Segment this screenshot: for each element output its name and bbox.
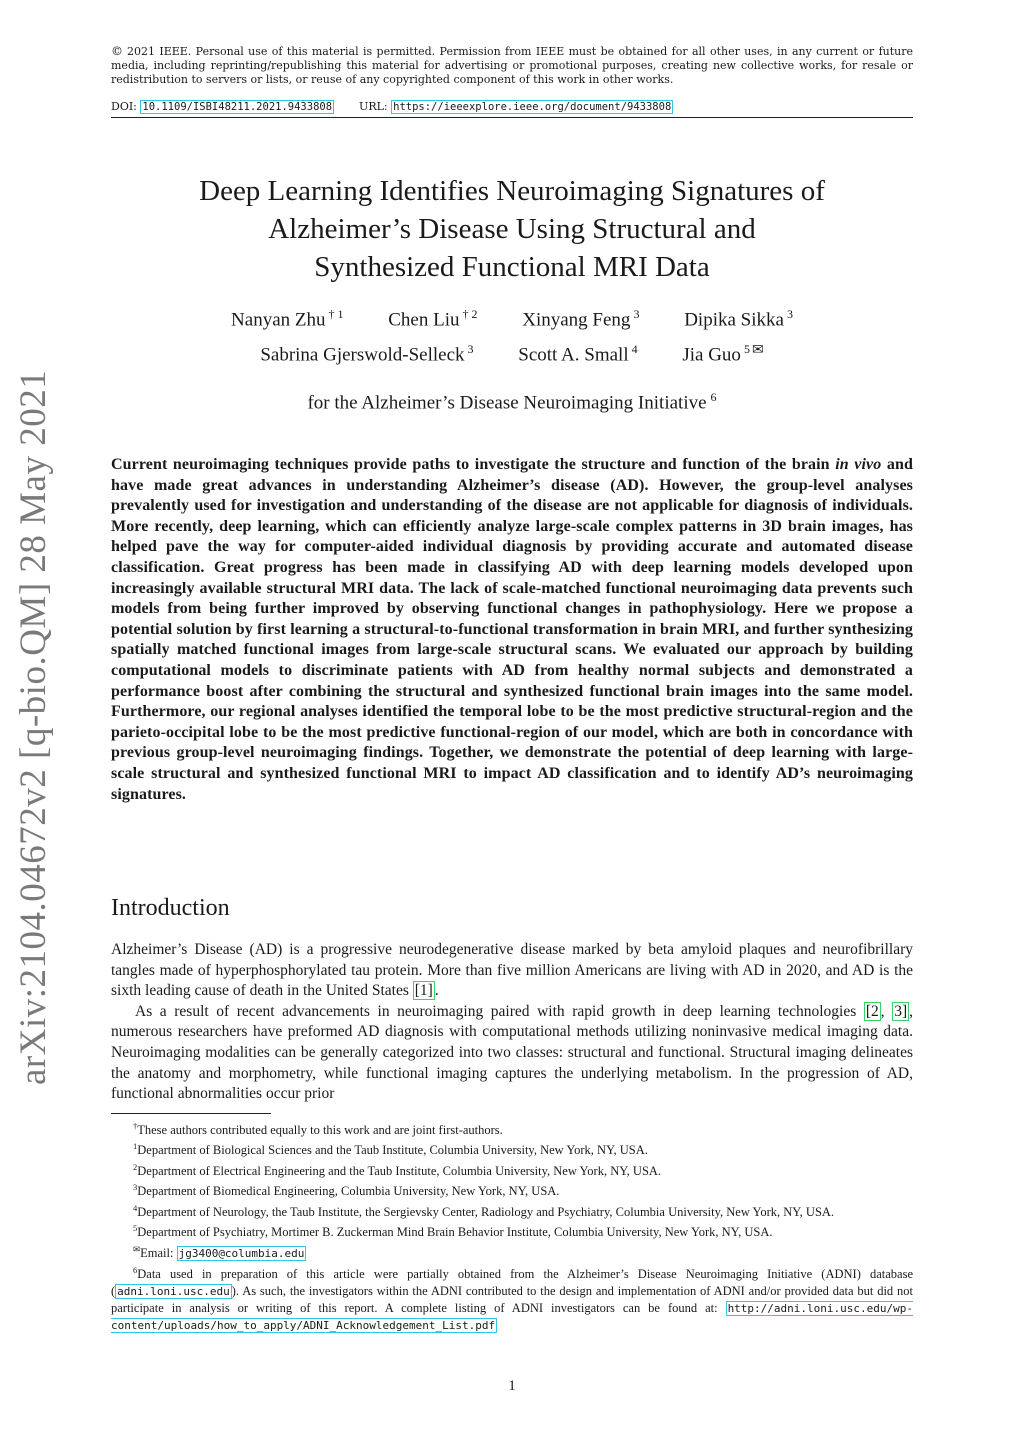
citation-link[interactable]: [2 <box>865 1002 879 1020</box>
introduction-body <box>111 940 913 1105</box>
citation-link[interactable]: 3] <box>894 1002 908 1020</box>
authors-row-2 <box>111 342 913 366</box>
ieee-url-link[interactable]: https://ieeexplore.ieee.org/document/9433808 <box>393 101 672 113</box>
footnote: $^1$Department of Biological Sciences and the Taub Institute, Columbia University, New York, NY, USA. <box>133 1141 648 1158</box>
doi-label: DOI: <box>111 100 137 113</box>
footnote: $^3$Department of Biomedical Engineering, Columbia University, New York, NY, USA. <box>133 1182 560 1199</box>
envelope-icon: ✉ <box>751 343 764 359</box>
author: Nanyan Zhu $^{\dagger 1}$ <box>231 307 344 331</box>
footnote: ✉Email: jg3400@columbia.edu <box>133 1243 305 1260</box>
footnote: $^6$Data used in preparation of this article were partially obtained from the Alzheimer’s Disease Neuroimaging Initiative (ADNI) database ( adni.loni.usc.edu ). As such, the investigators within the ADNI contributed to the design and implementation of ADNI and/or provided data but did not participate in analysis or writing of this report. A complete listing of ADNI investigators can be found at: http://adni.loni.usc.edu/wp-content/uploads/how_to_apply/ADNI_Acknowledgement_List.pdf <box>111 1265 913 1333</box>
email-link[interactable]: jg3400@columbia.edu <box>178 1246 305 1260</box>
author: Sabrina Gjerswold-Selleck $^3$ <box>260 342 474 366</box>
copyright-text: 2021 IEEE. Personal use of this material is permitted. Permission from IEEE must be obtained for all other uses, in any current or future media, including reprinting/republishing this material for advertising or promotional purposes, creating new collective works, for resale or redistribution to servers or lists, or reuse of any copyrighted component of this work in other works. <box>111 45 913 86</box>
section-heading-introduction: Introduction <box>111 895 230 921</box>
url-label: URL: <box>359 100 388 113</box>
footnote-rule <box>111 1113 271 1114</box>
paragraph: As a result of recent advancements in neuroimaging paired with rapid growth in deep learning technologies [2 , 3] , numerous researchers have preformed AD diagnosis with computational methods utilizing noninvasive medical imaging data. Neuroimaging modalities can be generally categorized into two classes: structural and functional. Structural imaging delineates the anatomy and morphometry, while functional imaging captures the underlying metabolism. In the progression of AD, functional abnormalities occur prior <box>111 1002 914 1103</box>
paragraph: Alzheimer’s Disease (AD) is a progressive neurodegenerative disease marked by beta amyloid plaques and neurofibrillary tangles made of hyperphosphorylated tau protein. More than five million Americans are living with AD in 2020, and AD is the sixth leading cause of death in the United States [1] . <box>111 941 913 1000</box>
title-line-3: Synthesized Functional MRI Data <box>314 251 710 283</box>
footnote: $^5$Department of Psychiatry, Mortimer B. Zuckerman Mind Brain Behavior Institute, Columbia University, New York, NY, USA. <box>133 1223 773 1240</box>
author: Dipika Sikka $^3$ <box>684 307 793 331</box>
title-line-2: Alzheimer’s Disease Using Structural and <box>268 213 756 245</box>
author: Chen Liu $^{\dagger 2}$ <box>388 307 478 331</box>
initiative-line <box>111 390 913 414</box>
paper-title <box>111 172 913 286</box>
copyright-symbol: © <box>111 44 123 58</box>
title-line-1: Deep Learning Identifies Neuroimaging Signatures of <box>199 175 825 207</box>
footnote: $^2$Department of Electrical Engineering and the Taub Institute, Columbia University, New York, NY, USA. <box>133 1161 662 1179</box>
doi-link[interactable]: 10.1109/ISBI48211.2021.9433808 <box>142 101 333 113</box>
author: Xinyang Feng $^3$ <box>522 307 640 331</box>
abstract-italic: in vivo <box>835 456 882 473</box>
initiative-mark: 6 <box>710 390 717 404</box>
authors-row-1 <box>111 307 913 331</box>
adni-acknowledgement-link[interactable]: http://adni.loni.usc.edu/wp-content/uploads/how_to_apply/ADNI_Acknowledgement_List.pdf <box>111 1301 913 1333</box>
initiative-text: for the Alzheimer’s Disease Neuroimaging Initiative <box>307 392 707 414</box>
footnote: $^4$Department of Neurology, the Taub Institute, the Sergievsky Center, Radiology and Psychiatry, Columbia University, New York, NY, USA. <box>133 1202 835 1219</box>
envelope-icon: ✉ <box>133 1243 141 1254</box>
arxiv-stamp: arXiv:2104.04672v2 [q-bio.QM] 28 May 2021 <box>13 369 54 1085</box>
abstract: Current neuroimaging techniques provide paths to investigate the structure and function of the brain in vivo and have made great advances in understanding Alzheimer’s disease (AD). However, the group-level analyses prevalently used for investigation and understanding of the disease are not applicable for diagnosis of individuals. More recently, deep learning, which can efficiently analyze large-scale complex patterns in 3D brain images, has helped pave the way for computer-aided individual diagnosis by providing accurate and automated disease classification. Great progress has been made in classifying AD with deep learning models developed upon increasingly available structural MRI data. The lack of scale-matched functional neuroimaging data prevents such models from being further improved by observing functional changes in pathophysiology. Here we propose a potential solution by first learning a structural-to-functional transformation in brain MRI, and further synthesizing spatially matched functional images from large-scale structural scans. We evaluated our approach by building computational models to discriminate patients with AD from healthy normal subjects and demonstrated a performance boost after combining the structural and synthesized functional brain images into the same model. Furthermore, our regional analyses identified the temporal lobe to be the most predictive structural-region and the parieto-occipital lobe to be the most predictive functional-region of our model, which are both in concordance with previous group-level neuroimaging findings. Together, we demonstrate the potential of deep learning with large-scale structural and synthesized functional MRI to impact AD classification and to identify AD’s neuroimaging signatures. <box>111 456 913 803</box>
doi-url-line <box>111 100 913 118</box>
author: Scott A. Small $^4$ <box>518 342 638 366</box>
footnote: †These authors contributed equally to this work and are joint first-authors. <box>133 1121 503 1138</box>
page-number: 1 <box>508 1378 516 1394</box>
footnotes <box>111 1118 913 1335</box>
author: Jia Guo $^5$ ✉ <box>682 342 764 366</box>
citation-link[interactable]: [1] <box>414 982 433 1000</box>
copyright-notice <box>111 44 913 87</box>
adni-link[interactable]: adni.loni.usc.edu <box>117 1284 230 1298</box>
